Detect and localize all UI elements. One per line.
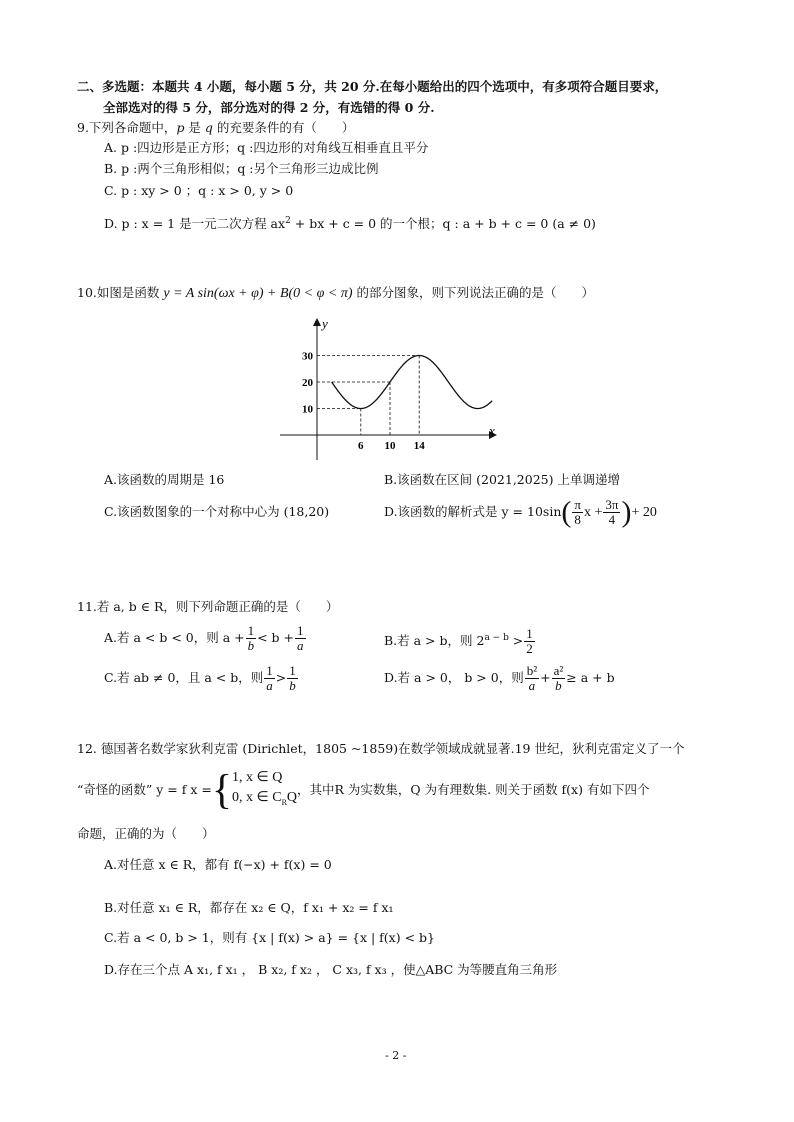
q12-option-c: C.若 a < 0, b > 1，则有 {x | f(x) > a} = {x | f(x) < b} — [104, 930, 435, 945]
q9-option-c: C. p : xy > 0 ；q : x > 0, y > 0 — [104, 183, 294, 198]
q11-option-a: A.若 a < b < 0，则 a + $\frac{1}{b}$ < b + $\frac{1}{a}$ — [104, 623, 304, 653]
x-tick-label: 14 — [413, 440, 425, 452]
q11-option-d: D.若 a > 0， b > 0，则 $\frac{\text{b²}}{a}$ + $\frac{\text{a²}}{b}$ ≥ a + b — [384, 663, 615, 693]
q10-option-b: B.该函数在区间 (2021,2025) 上单调递增 — [384, 472, 620, 487]
q11-option-c: C.若 ab ≠ 0，且 a < b，则 $\frac{1}{a}$ > $\frac{1}{b}$ — [104, 663, 296, 693]
y-axis-label: y — [322, 316, 328, 331]
q10-option-a: A.该函数的周期是 16 — [104, 472, 225, 487]
q12-option-a: A.对任意 x ∈ R，都有 f(−x) + f(x) = 0 — [104, 857, 332, 872]
q9-option-b: B. p :两个三角形相似；q :另个三角形三边成比例 — [104, 161, 379, 176]
x-tick-label: 6 — [358, 440, 364, 452]
q12-line1: 12. 德国著名数学家狄利克雷 (Dirichlet，1805 ~1859)在数学领域成就显著.19 世纪，狄利克雷定义了一个 — [77, 741, 685, 756]
y-tick-label: 20 — [302, 377, 313, 389]
section-heading-line2: 全部选对的得 5 分，部分选对的得 2 分，有选错的得 0 分. — [103, 100, 435, 115]
q11-stem: 11.若 a, b ∈ R，则下列命题正确的是（ ） — [77, 599, 339, 614]
sinusoid-graph — [270, 314, 510, 464]
q12-line2: “奇怪的函数” y = f x ={ 1, x ∈ Q 0, x ∈ $C_RQ$ ，其中R 为实数集，Q 为有理数集. 则关于函数 f(x) 有如下四个 — [77, 767, 650, 814]
x-tick-label: 10 — [384, 440, 396, 452]
q12-option-b: B.对任意 x₁ ∈ R，都存在 x₂ ∈ Q，f x₁ + x₂ = f x₁ — [104, 900, 394, 915]
case-rational: 1, x ∈ Q — [232, 770, 283, 786]
q10-option-d: D.该函数的解析式是 y = 10sin( $\frac{\pi}{8}$ x + $\frac{3\pi}{4}$ )+ 20 — [384, 495, 657, 529]
q9-option-a: A. p :四边形是正方形；q :四边形的对角线互相垂直且平分 — [104, 140, 429, 155]
page-number: - 2 - — [385, 1049, 407, 1062]
q12-line3: 命题，正确的为（ ） — [77, 826, 215, 841]
x-axis-label: x — [489, 423, 495, 438]
q12-option-d: D.存在三个点 A x₁, f x₁ ， B x₂, f x₂ ， C x₃, f x₃ ，使△ABC 为等腰直角三角形 — [104, 962, 558, 977]
sine-curve — [332, 356, 493, 409]
case-irrational: 0, x ∈ $C_RQ$ — [232, 790, 298, 807]
q9-option-d: D. p : x = 1 是一元二次方程 $ax^2$ + bx + c = 0 的一个根；q : a + b + c = 0 (a ≠ 0) — [104, 216, 596, 232]
q9-stem: 9.下列各命题中，p 是 q 的充要条件的有（ ） — [77, 120, 355, 135]
section-heading-line1: 二、多选题：本题共 4 小题，每小题 5 分，共 20 分.在每小题给出的四个选项中，有多项符合题目要求， — [77, 79, 668, 94]
q11-option-b: B.若 a > b，则 $2^{a - b}$ > $\frac{1}{2}$ — [384, 626, 533, 657]
y-tick-label: 10 — [302, 403, 313, 416]
q10-stem: 10.如图是函数 y = A sin(ωx + φ) + B(0 < φ < π) 的部分图象，则下列说法正确的是（ ） — [77, 285, 594, 301]
q10-option-c: C.该函数图象的一个对称中心为 (18,20) — [104, 504, 330, 519]
y-tick-label: 30 — [302, 350, 313, 363]
